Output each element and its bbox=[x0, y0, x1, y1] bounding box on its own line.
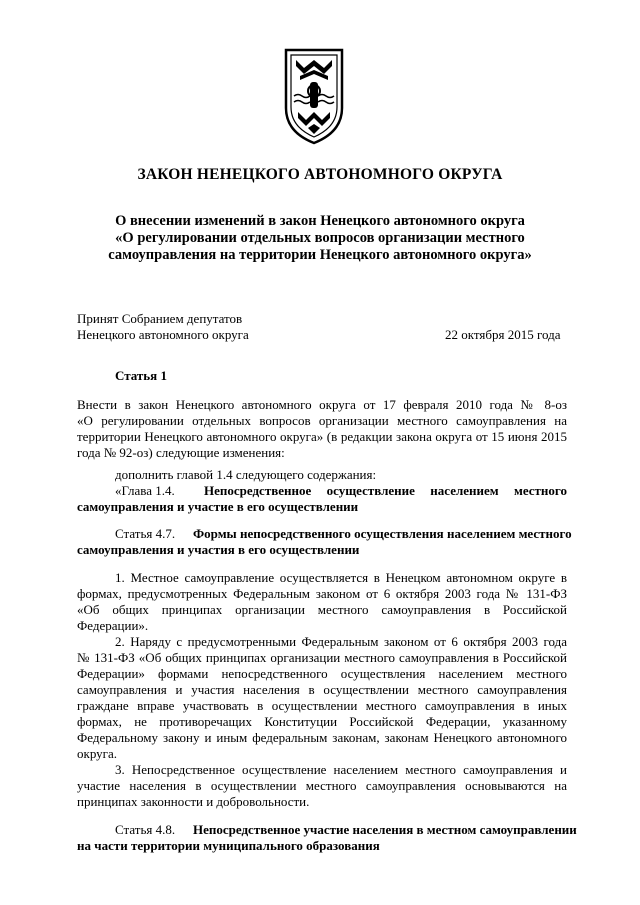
text-line: самоуправления и участия населения в осуществлении местного самоуправления bbox=[77, 682, 567, 697]
text-line: 2. Наряду с предусмотренными Федеральным законом от 6 октября 2003 года bbox=[115, 634, 567, 649]
text-line: формах, не противоречащих Конституции Российской Федерации, указанному bbox=[77, 714, 567, 729]
adoption-date: 22 октября 2015 года bbox=[445, 327, 561, 342]
text-line: граждане вправе участвовать в осуществлении местного самоуправления в иных bbox=[77, 698, 567, 713]
text-line: «О регулировании отдельных вопросов организации местного самоуправления на bbox=[77, 413, 567, 428]
subtitle-line: О внесении изменений в закон Ненецкого автономного округа bbox=[115, 213, 525, 229]
law-title: ЗАКОН НЕНЕЦКОГО АВТОНОМНОГО ОКРУГА bbox=[137, 166, 503, 183]
text-line: участие населения в осуществлении местного самоуправления основываются на bbox=[77, 778, 567, 793]
subtitle-line: «О регулировании отдельных вопросов организации местного bbox=[115, 230, 525, 246]
article-title: Непосредственное участие населения в местном самоуправлении bbox=[193, 822, 577, 837]
subtitle-line: самоуправления на территории Ненецкого автономного округа» bbox=[108, 247, 532, 263]
text-line: 1. Местное самоуправление осуществляется в Ненецком автономном округе в bbox=[115, 570, 567, 585]
text-line: № 131-ФЗ «Об общих принципах организации местного самоуправления в Российской bbox=[77, 650, 567, 665]
text-line: округа. bbox=[77, 746, 117, 761]
adopted-by-line: Ненецкого автономного округа bbox=[77, 327, 249, 342]
article-title: Формы непосредственного осуществления населением местного bbox=[193, 526, 572, 541]
text-line: Федерации» формами непосредственного осуществления населением местного bbox=[77, 666, 567, 681]
article-heading: Статья 1 bbox=[115, 368, 167, 383]
law-subtitle bbox=[60, 213, 580, 264]
text-line: принципах законности и добровольности. bbox=[77, 794, 310, 809]
article-prefix: Статья 4.8. bbox=[115, 822, 176, 837]
chapter-prefix: «Глава 1.4. bbox=[115, 483, 175, 498]
text-line: Федерации». bbox=[77, 618, 149, 633]
text-line: года № 92-оз) следующие изменения: bbox=[77, 445, 285, 460]
article-title: на части территории муниципального образования bbox=[77, 838, 380, 853]
coat-of-arms-emblem bbox=[282, 46, 346, 146]
text-line: «Об общих принципах организации местного самоуправления в Российской bbox=[77, 602, 567, 617]
article-prefix: Статья 4.7. bbox=[115, 526, 176, 541]
adopted-by-line: Принят Собранием депутатов bbox=[77, 311, 243, 326]
text-line: формах, предусмотренных Федеральным законом от 6 октября 2003 года № 131-ФЗ bbox=[77, 586, 567, 601]
chapter-title: самоуправления и участие в его осуществлении bbox=[77, 499, 359, 514]
chapter-title: Непосредственное осуществление населением местного bbox=[204, 483, 567, 498]
text-line: Внести в закон Ненецкого автономного округа от 17 февраля 2010 года № 8-оз bbox=[77, 397, 567, 412]
text-line: 3. Непосредственное осуществление населением местного самоуправления и bbox=[115, 762, 567, 777]
text-line: дополнить главой 1.4 следующего содержания: bbox=[115, 467, 377, 482]
article-title: самоуправления и участия в его осуществлении bbox=[77, 542, 360, 557]
text-line: Федеральному закону и иным федеральным законам, законам Ненецкого автономного bbox=[77, 730, 567, 745]
text-line: территории Ненецкого автономного округа» (в редакции закона округа от 15 июня 2015 bbox=[77, 429, 567, 444]
